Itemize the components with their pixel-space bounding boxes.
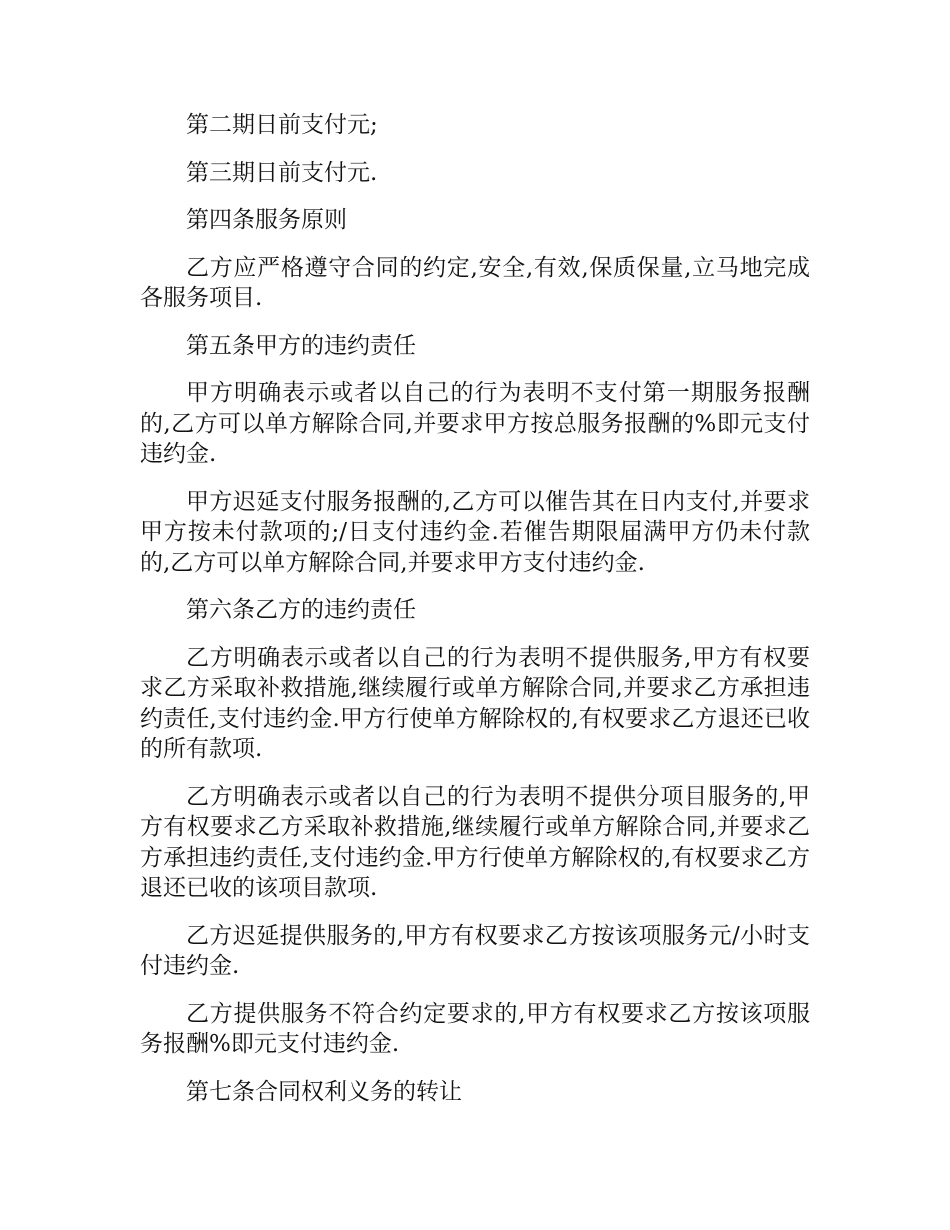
heading-article-7: 第七条合同权利义务的转让 bbox=[186, 1078, 462, 1105]
document-page bbox=[140, 110, 810, 1124]
paragraph-installment-3: 第三期日前支付元. bbox=[186, 159, 378, 186]
heading-article-4: 第四条服务原则 bbox=[186, 207, 347, 233]
paragraph-installment-2: 第二期日前支付元; bbox=[186, 112, 378, 138]
heading-article-6: 第六条乙方的违约责任 bbox=[186, 597, 416, 623]
paragraph-party-a-breach-2: 甲方迟延支付服务报酬的,乙方可以催告其在日内支付,并要求甲方按未付款项的;/日支付违约金.若催告期限届满甲方仍未付款的,乙方可以单方解除合同,并要求甲方支付违约金. bbox=[140, 488, 810, 576]
paragraph-party-a-breach-1: 甲方明确表示或者以自己的行为表明不支付第一期服务报酬的,乙方可以单方解除合同,并要求甲方按总服务报酬的%即元支付违约金. bbox=[140, 380, 810, 467]
paragraph-party-b-breach-4: 乙方提供服务不符合约定要求的,甲方有权要求乙方按该项服务报酬%即元支付违约金. bbox=[140, 1000, 810, 1057]
paragraph-party-b-breach-1: 乙方明确表示或者以自己的行为表明不提供服务,甲方有权要求乙方采取补救措施,继续履行或单方解除合同,并要求乙方承担违约责任,支付违约金.甲方行使单方解除权的,有权要求乙方退还已收的所有款项. bbox=[140, 644, 810, 762]
paragraph-party-b-breach-3: 乙方迟延提供服务的,甲方有权要求乙方按该项服务元/小时支付违约金. bbox=[140, 922, 810, 979]
heading-article-5: 第五条甲方的违约责任 bbox=[186, 332, 416, 359]
paragraph-party-b-breach-2: 乙方明确表示或者以自己的行为表明不提供分项目服务的,甲方有权要求乙方采取补救措施,继续履行或单方解除合同,并要求乙方承担违约责任,支付违约金.甲方行使单方解除权的,有权要求乙方退还已收的该项目款项. bbox=[140, 783, 810, 901]
paragraph-service-principle: 乙方应严格遵守合同的约定,安全,有效,保质保量,立马地完成各服务项目. bbox=[140, 254, 810, 311]
